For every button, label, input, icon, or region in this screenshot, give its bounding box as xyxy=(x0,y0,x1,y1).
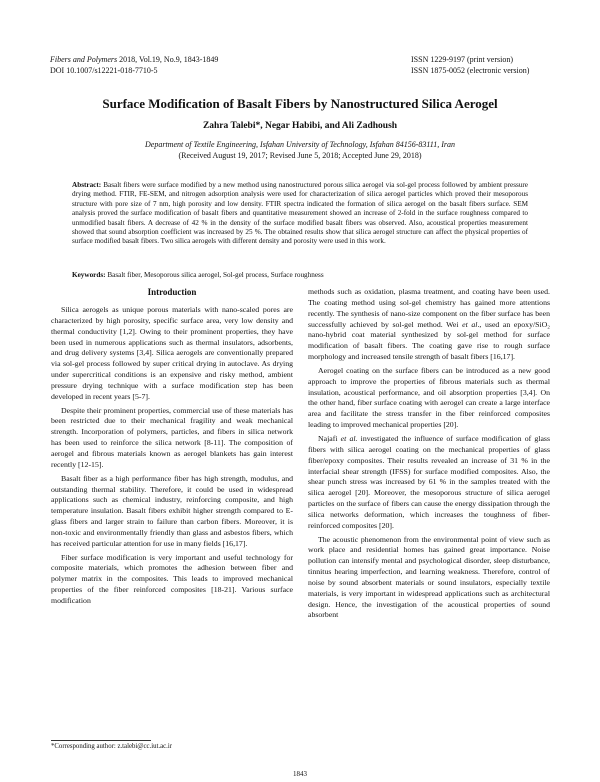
journal-citation: 2018, Vol.19, No.9, 1843-1849 xyxy=(117,55,219,64)
corresponding-author-footnote: *Corresponding author: z.talebi@cc.iut.ac.ir xyxy=(51,743,173,750)
page-number: 1843 xyxy=(293,770,307,778)
affiliation: Department of Textile Engineering, Isfahan University of Technology, Isfahan 84156-83111, Iran xyxy=(145,140,455,149)
keywords-label: Keywords: xyxy=(72,271,106,279)
text-run: Najafi xyxy=(318,433,341,443)
paragraph: The acoustic phenomenon from the environmental point of view such as work place and residential homes has gained great importance. Noise pollution can intensify mental and psychological disorder, sleep disturbance, tinnitus hearing imperfection, and learning weakness. Therefore, control of noise by sound absorbent materials or sound insulators, especially textile materials, is very important in widespread applications such as architectural design. Hence, the investigation of the acoustical properties of sound absorbent xyxy=(308,534,550,620)
received-dates: (Received August 19, 2017; Revised June 5, 2018; Accepted June 29, 2018) xyxy=(178,151,422,160)
text-run: investigated the influence of surface modification of glass fibers with silica aerogel coating on the mechanical properties of glass fiber/epoxy composites. Their results revealed an increase of 31 % in the interfacial shear strength (IFSS) for surface modified composites. Also, the shear punch stress was increased by 61 % in the samples treated with the silica aerogel [20]. Moreover, the mesoporous structure of silica aerogel particles on the surface of fibers can cause the energy dissipation through the silica networks deformation, which increases the toughness of fiber-reinforced composites [20]. xyxy=(308,433,551,530)
abstract-text: Basalt fibers were surface modified by a new method using nanostructured porous silica aerogel via sol-gel process followed by ambient pressure drying method. FTIR, FE-SEM, and nitrogen adsorption analysis were used for characterization of silica aerogel particles which proved their mesoporous structure with pore size of 7 nm, high porosity and low density. FTIR spectra indicated the formation of silica aerogel on the basalt fibers surface. SEM analysis proved the surface modification of basalt fibers and quantitative measurement showed an increase of 2-fold in the surface roughness compared to unmodified basalt fibers. A decrease of 42 % in the density of the surface modified basalt fibers was observed. Also, acoustical properties measurement showed that sound absorption coefficient was increased by 25 %. The obtained results show that silica aerogel structure can affect the physical properties of surface modified basalt fibers. Two silica aerogels with different density and porosity were used in this work. xyxy=(72,181,528,246)
author-list: Zahra Talebi*, Negar Habibi, and Ali Zadhoush xyxy=(202,121,398,131)
keywords xyxy=(72,271,528,280)
issn-electronic: ISSN 1875-0052 (electronic version) xyxy=(411,66,530,75)
journal-header xyxy=(50,54,218,76)
abstract-label: Abstract: xyxy=(72,181,102,189)
doi: DOI 10.1007/s12221-018-7710-5 xyxy=(50,66,158,75)
text-run: ., used an epoxy/SiO₂ nano-hybrid coat material synthesized by sol-gel method for surface modification of basalt fibers. The coating gave rise to rough surface morphology and increased tensile strength of basalt fibers [16,17]. xyxy=(308,319,550,362)
paragraph: Basalt fiber as a high performance fiber has high strength, modulus, and outstanding thermal stability. Therefore, it could be used in widespread applications such as chemical industry, reinforcing composite, and high temperature insulation. Basalt fibers exhibit higher strength compared to E-glass fibers and larger strain to failure than carbon fibers. Moreover, it is non-toxic and environmentally friendly than glass and asbestos fibers, which has received particular attention for use in many fields [16,17]. xyxy=(51,473,293,548)
abstract xyxy=(72,181,528,247)
journal-name: Fibers and Polymers xyxy=(50,55,118,64)
left-column xyxy=(51,305,293,610)
issn-print: ISSN 1229-9197 (print version) xyxy=(411,55,513,64)
paper-title: Surface Modification of Basalt Fibers by Nanostructured Silica Aerogel xyxy=(102,96,498,111)
right-column xyxy=(308,287,550,624)
text-run-italic: et al xyxy=(462,319,478,329)
paragraph: Fiber surface modification is very important and useful technology for composite materials, which promotes the adhesion between fiber and polymer matrix in the composites. This leads to improved mechanical properties of the fiber reinforced composites [18-21]. Various surface modification xyxy=(51,552,293,605)
text-run-italic: et al. xyxy=(340,433,358,443)
affiliation-block xyxy=(40,139,560,161)
text-run: methods such as oxidation, plasma treatment, and coating have been used. The coating method using sol-gel chemistry has gained more attentions recently. The synthesis of nano-size component on the fiber surface has been successfully achieved by sol-gel method. Wei xyxy=(308,287,550,329)
issn-block xyxy=(411,54,551,76)
section-heading: Introduction xyxy=(147,287,197,297)
paragraph xyxy=(308,434,550,532)
paragraph: Aerogel coating on the surface fibers can be introduced as a new good approach to improve the properties of fibrous materials such as thermal insulation, acoustical performance, and oil absorption properties [3,4]. On the other hand, fiber surface coating with aerogel can create a large interface area and facilitate the stress transfer in the fiber reinforced composites leading to improved mechanical properties [20]. xyxy=(308,365,550,430)
paragraph: Despite their prominent properties, commercial use of these materials has been restricted due to their mechanical fragility and weak mechanical strength. Incorporation of polymers, particles, and fibers in silica network has been used to reinforce the silica network [8-11]. The composition of aerogel and fibrous materials known as aerogel blankets has gain interest recently [12-15]. xyxy=(51,405,293,469)
keywords-text: Basalt fiber, Mesoporous silica aerogel, Sol-gel process, Surface roughness xyxy=(105,271,324,279)
paragraph: Silica aerogels as unique porous materials with nano-scaled pores are characterized by high porosity, specific surface area, very low density and thermal conductivity [1,2]. Owing to their prominent properties, they have been used in numerous applications such as thermal insulators, adsorbents, and drug delivery systems [3,4]. Silica aerogels are conventionally prepared via sol-gel process followed by super critical drying in autoclave. As drying under supercritical conditions is an expensive and risky method, ambient pressure drying technique with a surface modification step has been developed in recent years [5-7]. xyxy=(51,305,293,401)
paragraph xyxy=(308,287,550,363)
footnote-rule xyxy=(51,740,151,741)
